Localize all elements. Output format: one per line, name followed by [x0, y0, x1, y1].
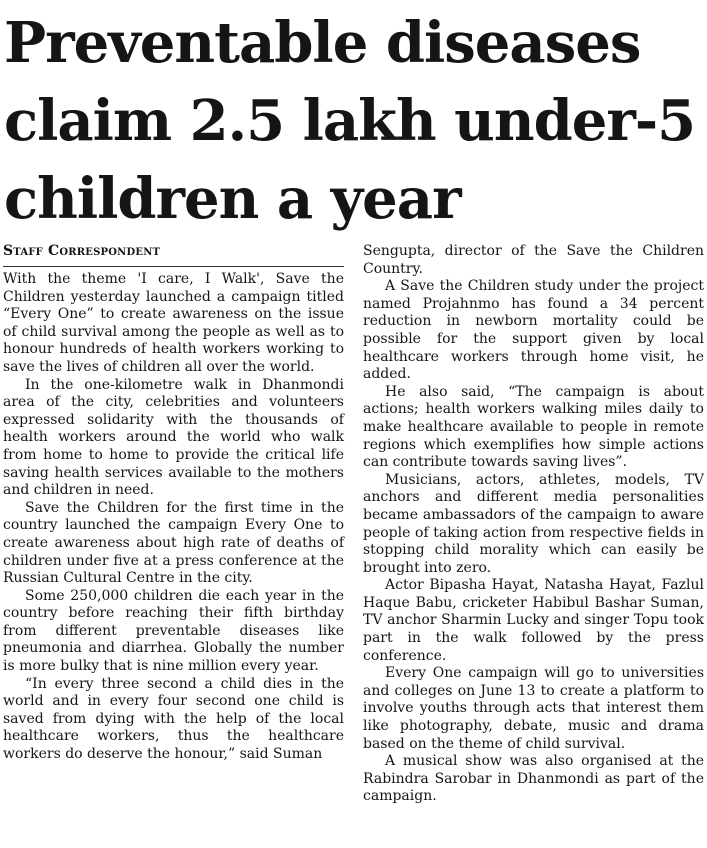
headline: Preventable diseases claim 2.5 lakh under-5 children a year — [4, 10, 696, 232]
paragraph: “In every three second a child dies in the world and in every four second one child is saved from dying with the help of the local healthcare workers, thus the healthcare workers do deserve the honour,” said Suman — [3, 675, 344, 763]
paragraph: Save the Children for the first time in the country launched the campaign Every One to create awareness about high rate of deaths of children under five at a press conference at the Russian Cultural Centre in the city. — [3, 499, 344, 587]
paragraph: A Save the Children study under the project named Projahnmo has found a 34 percent reduction in newborn mortality could be possible for the support given by local healthcare workers through home visit, he added. — [363, 278, 704, 383]
paragraph: Some 250,000 children die each year in the country before reaching their fifth birthday from different preventable diseases like pneumonia and diarrhea. Globally the number is more bulky that is nine million every year. — [3, 587, 344, 675]
paragraph: He also said, “The campaign is about actions; health workers walking miles daily to make healthcare available to people in remote regions which exemplifies how simple actions can contribute towards saving lives”. — [363, 383, 704, 471]
paragraph: A musical show was also organised at the Rabindra Sarobar in Dhanmondi as part of the campaign. — [363, 753, 704, 805]
article-column-right — [363, 243, 704, 806]
paragraph: Actor Bipasha Hayat, Natasha Hayat, Fazlul Haque Babu, cricketer Habibul Bashar Suman, TV anchor Sharmin Lucky and singer Topu took part in the walk followed by the press conference. — [363, 577, 704, 664]
article-column-left — [3, 243, 344, 764]
paragraph: Every One campaign will go to universities and colleges on June 13 to create a platform to involve youths through acts that interest them like photography, debate, music and drama based on the theme of child survival. — [363, 665, 704, 752]
paragraph: In the one-kilometre walk in Dhanmondi area of the city, celebrities and volunteers expressed solidarity with the thousands of health workers around the world who walk from home to home to provide the critical life saving health services available to the mothers and children in need. — [3, 376, 344, 499]
paragraph: With the theme 'I care, I Walk', Save the Children yesterday launched a campaign titled “Every One” to create awareness on the issue of child survival among the people as well as to honour hundreds of health workers working to save the lives of children all over the world. — [3, 271, 344, 375]
paragraph-continued: Sengupta, director of the Save the Children Country. — [363, 243, 704, 277]
paragraph: Musicians, actors, athletes, models, TV anchors and different media personalities became ambassadors of the campaign to aware people of taking action from respective fields in stopping child morality which can easily be brought into zero. — [363, 471, 704, 576]
byline: Staff Correspondent — [3, 243, 344, 267]
